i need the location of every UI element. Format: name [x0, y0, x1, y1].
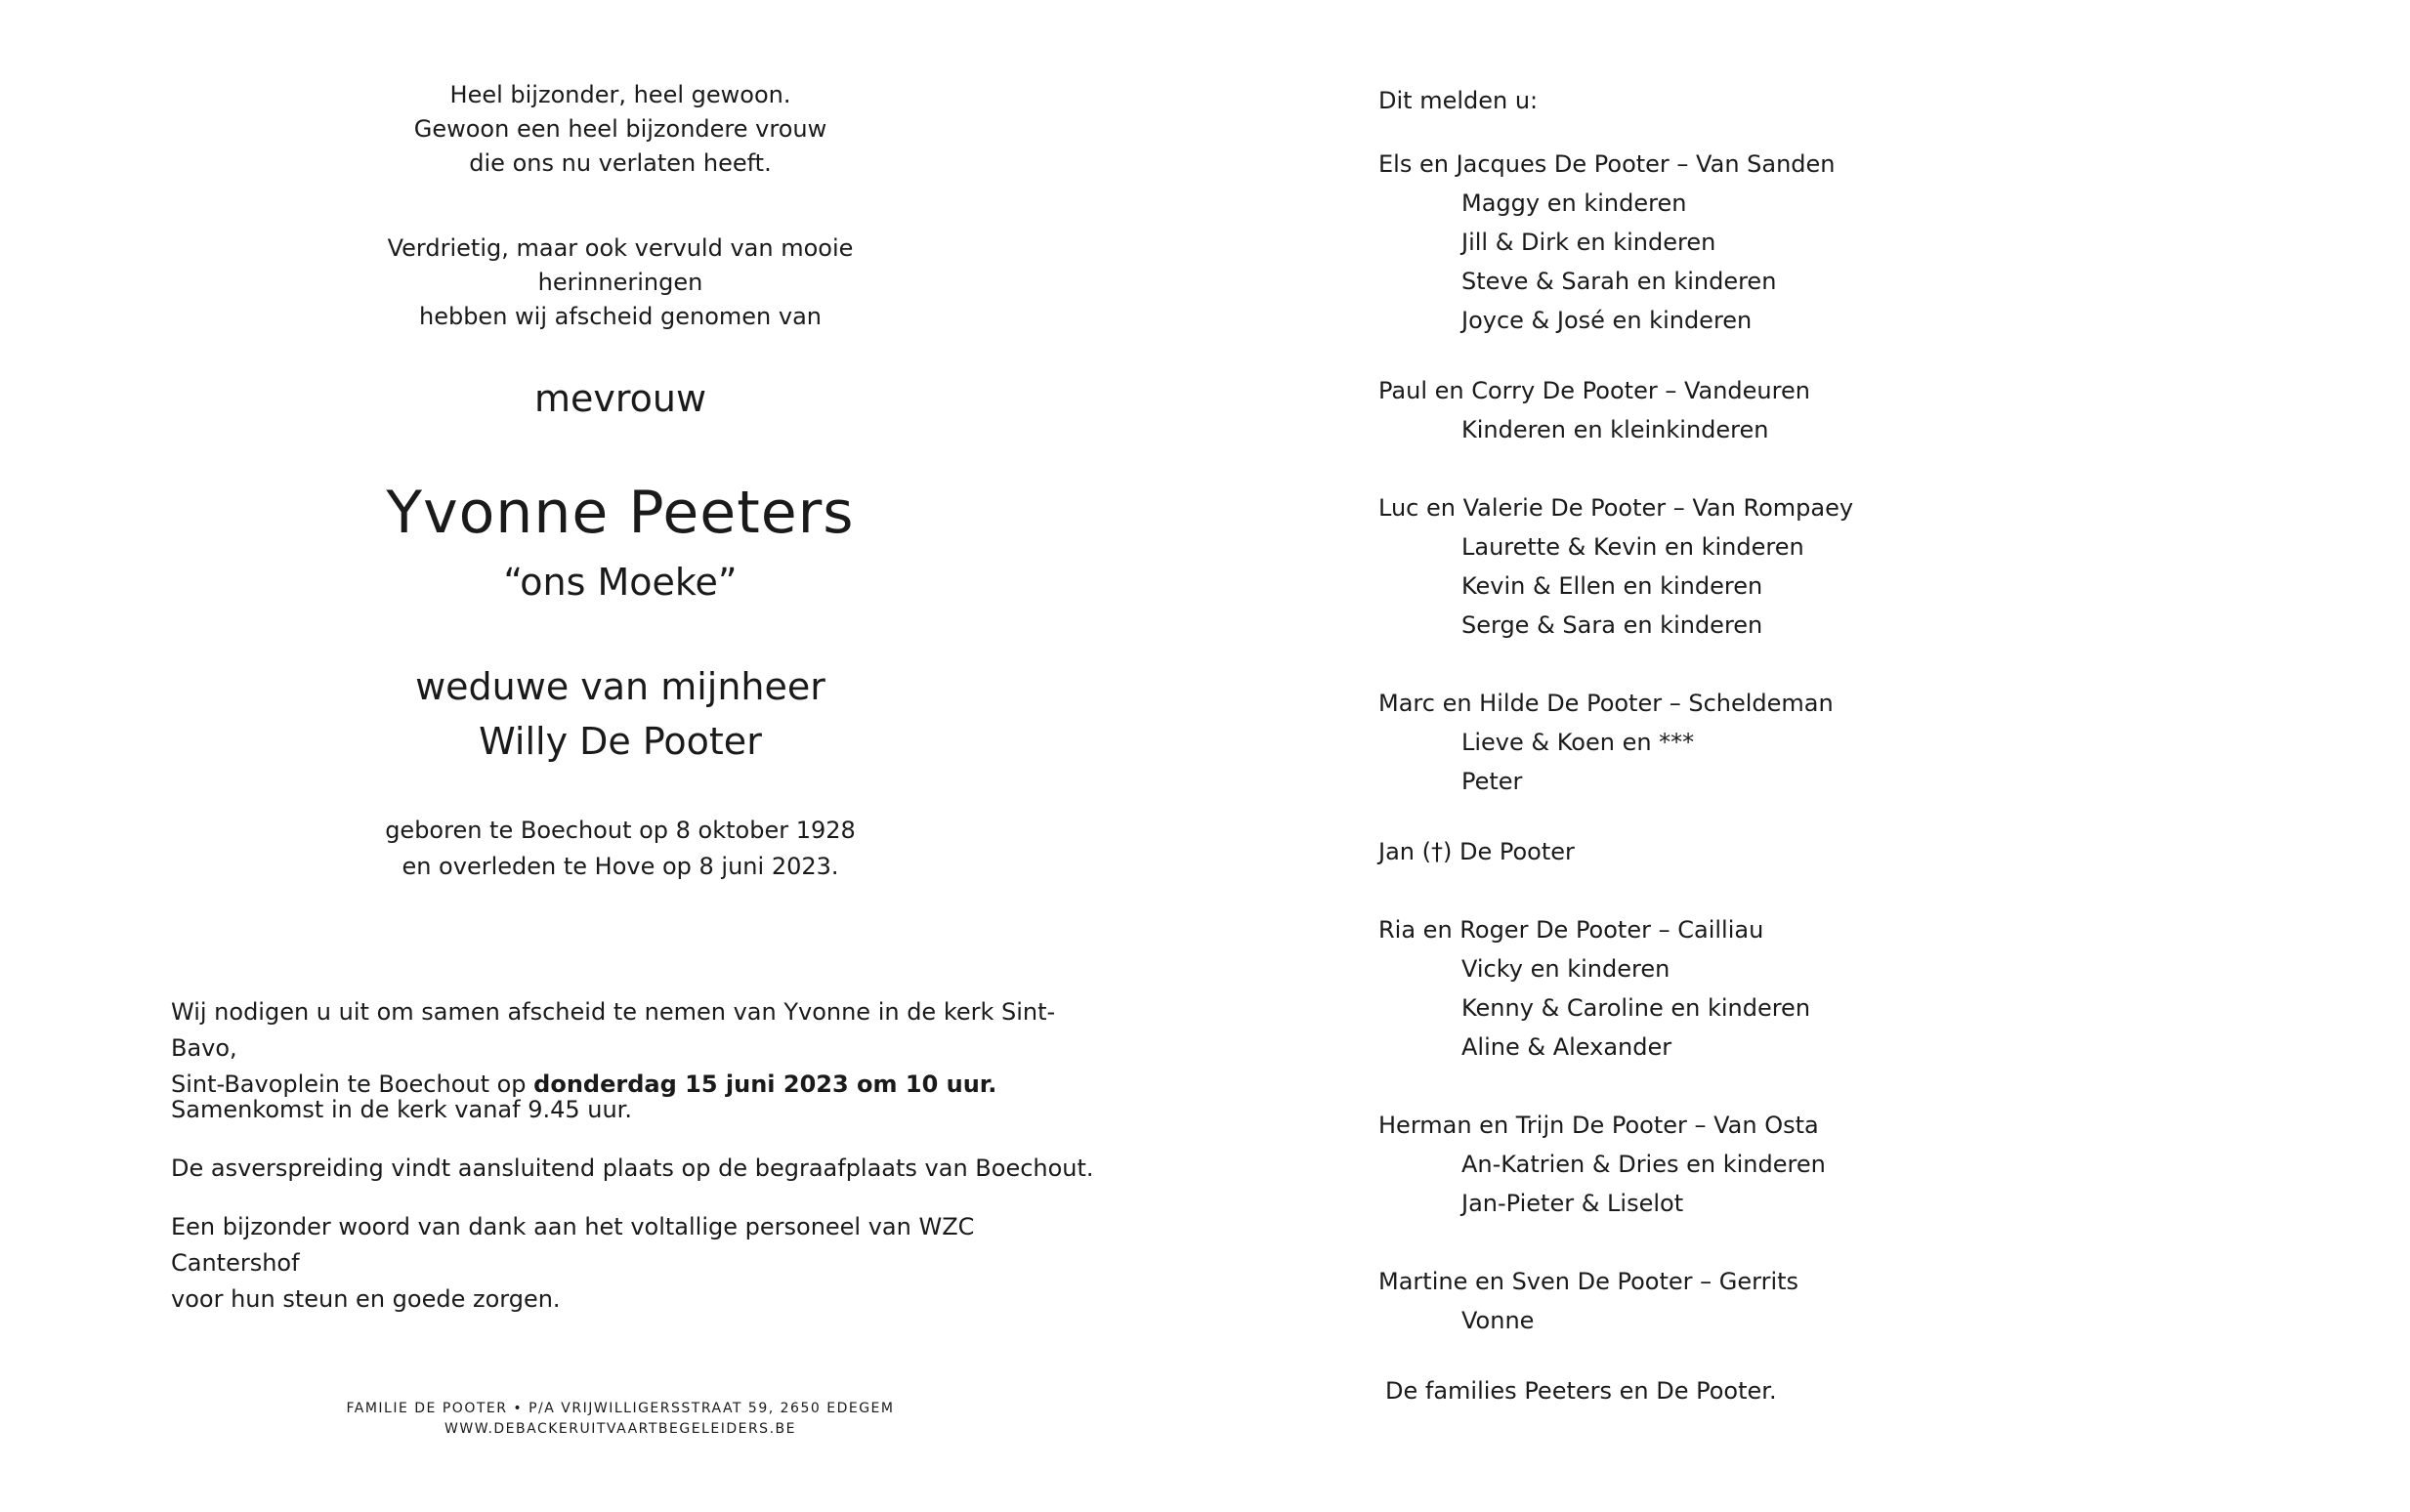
family-head: Luc en Valerie De Pooter – Van Rompaey: [1378, 494, 1854, 522]
footer-address: FAMILIE DE POOTER • P/A VRIJWILLIGERSSTRAAT 59, 2650 EDEGEM: [346, 1401, 895, 1416]
family-member: Vonne: [1461, 1307, 1535, 1334]
husband-name: Willy De Pooter: [479, 720, 762, 763]
family-member: Kevin & Ellen en kinderen: [1461, 572, 1763, 600]
deceased-name: Yvonne Peeters: [386, 479, 855, 547]
family-member: Peter: [1461, 768, 1523, 795]
thanks-line: voor hun steun en goede zorgen.: [171, 1285, 561, 1313]
widow-block: [322, 659, 918, 769]
family-member: Jill & Dirk en kinderen: [1461, 229, 1716, 256]
family-head: Herman en Trijn De Pooter – Van Osta: [1378, 1112, 1819, 1139]
ceremony-datetime: donderdag 15 juni 2023 om 10 uur.: [533, 1071, 997, 1098]
family-head: Els en Jacques De Pooter – Van Sanden: [1378, 150, 1836, 178]
family-member: Aline & Alexander: [1461, 1033, 1672, 1061]
widow-of-label: weduwe van mijnheer: [415, 665, 825, 708]
family-head: Ria en Roger De Pooter – Cailliau: [1378, 916, 1764, 944]
poem-line: Gewoon een heel bijzondere vrouw: [413, 115, 827, 143]
family-member: Maggy en kinderen: [1461, 189, 1687, 217]
family-member: Lieve & Koen en ***: [1461, 729, 1695, 756]
death-line: en overleden te Hove op 8 juni 2023.: [402, 853, 839, 880]
family-head: Martine en Sven De Pooter – Gerrits: [1378, 1268, 1799, 1295]
family-member: Laurette & Kevin en kinderen: [1461, 533, 1804, 561]
family-head: Marc en Hilde De Pooter – Scheldeman: [1378, 690, 1834, 717]
birth-line: geboren te Boechout op 8 oktober 1928: [385, 817, 856, 844]
right-page: [1231, 0, 2410, 1512]
poem-line: Heel bijzonder, heel gewoon.: [449, 81, 791, 108]
intro-text: [322, 231, 918, 334]
family-member: Kinderen en kleinkinderen: [1461, 416, 1769, 443]
family-member: Kenny & Caroline en kinderen: [1461, 994, 1811, 1022]
family-member: Jan-Pieter & Liselot: [1461, 1190, 1684, 1217]
family-member: Joyce & José en kinderen: [1461, 307, 1753, 334]
thanks-line: Een bijzonder woord van dank aan het voltallige personeel van WZC Cantershof: [171, 1213, 975, 1277]
footer-website: WWW.DEBACKERUITVAARTBEGELEIDERS.BE: [444, 1421, 796, 1437]
title-word: mevrouw: [533, 377, 707, 420]
intro-line: hebben wij afscheid genomen van: [418, 303, 822, 330]
closing-line: De families Peeters en De Pooter.: [1385, 1377, 1777, 1405]
family-member: Vicky en kinderen: [1461, 955, 1670, 983]
nickname: “ons Moeke”: [503, 561, 738, 604]
invitation-paragraph: [171, 994, 1109, 1103]
family-head: Jan (†) De Pooter: [1378, 838, 1575, 865]
family-member: An-Katrien & Dries en kinderen: [1461, 1151, 1826, 1178]
thanks-paragraph: [171, 1209, 1109, 1318]
gathering-paragraph: Samenkomst in de kerk vanaf 9.45 uur.: [171, 1096, 632, 1123]
family-head: Paul en Corry De Pooter – Vandeuren: [1378, 377, 1810, 404]
invitation-line: Wij nodigen u uit om samen afscheid te nemen van Yvonne in de kerk Sint-Bavo,: [171, 998, 1056, 1062]
poem: [322, 78, 918, 181]
family-member: Serge & Sara en kinderen: [1461, 611, 1763, 639]
ashes-paragraph: De asverspreiding vindt aansluitend plaats op de begraafplaats van Boechout.: [171, 1155, 1094, 1182]
family-heading: Dit melden u:: [1378, 87, 1539, 114]
family-member: Steve & Sarah en kinderen: [1461, 268, 1777, 295]
intro-line: Verdrietig, maar ook vervuld van mooie herinneringen: [387, 234, 854, 296]
poem-line: die ons nu verlaten heeft.: [469, 149, 772, 177]
footer: [293, 1399, 948, 1440]
invitation-line-start: Sint-Bavoplein te Boechout op: [171, 1071, 534, 1098]
birth-death-dates: [322, 813, 918, 885]
